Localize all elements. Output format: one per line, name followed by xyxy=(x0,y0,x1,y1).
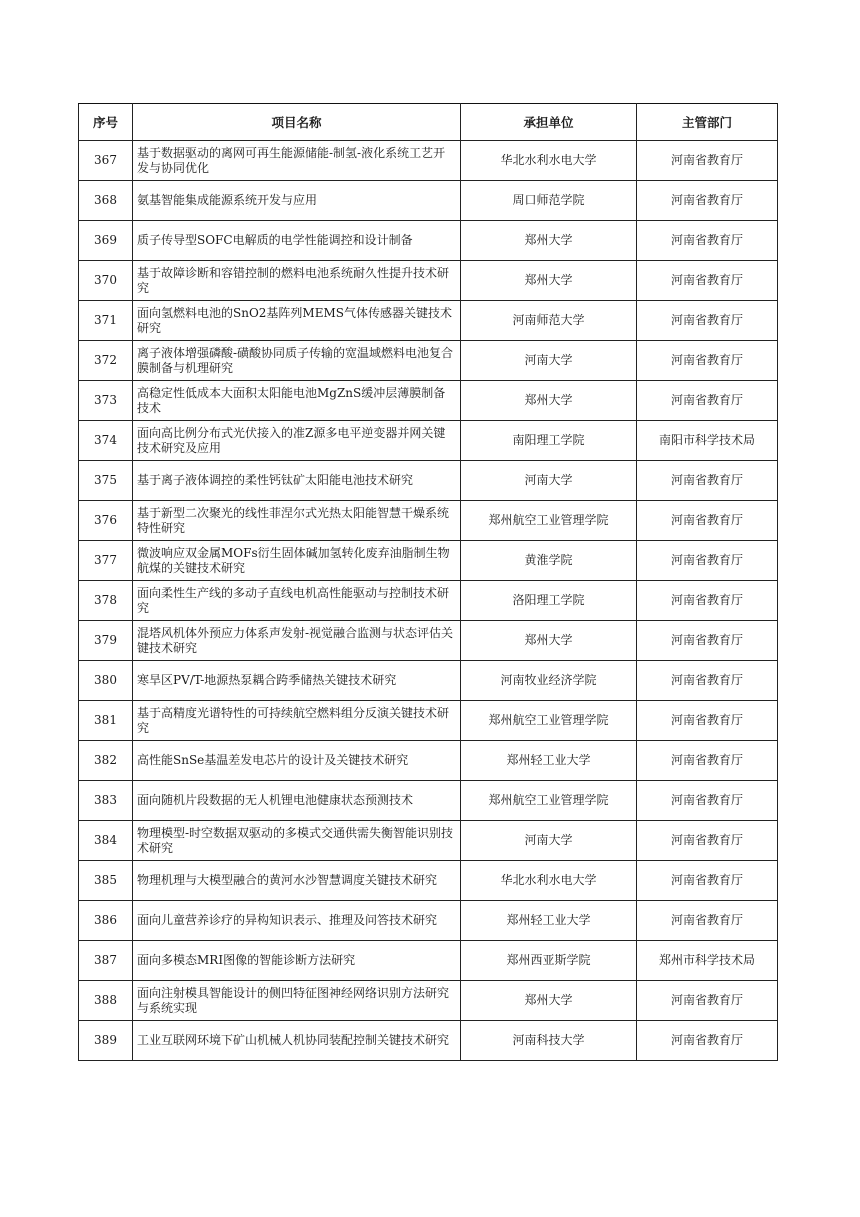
table-row xyxy=(79,821,778,861)
serial-number-cell: 386 xyxy=(79,901,133,941)
serial-number-cell: 376 xyxy=(79,501,133,541)
project-name-cell: 物理模型-时空数据双驱动的多模式交通供需失衡智能识别技术研究 xyxy=(133,821,461,861)
project-name-cell: 面向多模态MRI图像的智能诊断方法研究 xyxy=(133,941,461,981)
undertaking-unit-cell: 郑州大学 xyxy=(461,261,637,301)
undertaking-unit-cell: 河南牧业经济学院 xyxy=(461,661,637,701)
undertaking-unit-cell: 郑州轻工业大学 xyxy=(461,901,637,941)
serial-number-cell: 382 xyxy=(79,741,133,781)
undertaking-unit-cell: 郑州西亚斯学院 xyxy=(461,941,637,981)
serial-number-cell: 369 xyxy=(79,221,133,261)
table-row xyxy=(79,501,778,541)
undertaking-unit-cell: 郑州航空工业管理学院 xyxy=(461,501,637,541)
undertaking-unit-cell: 华北水利水电大学 xyxy=(461,861,637,901)
undertaking-unit-cell: 郑州大学 xyxy=(461,221,637,261)
supervising-department-cell: 河南省教育厅 xyxy=(637,301,778,341)
undertaking-unit-cell: 郑州大学 xyxy=(461,621,637,661)
serial-number-cell: 388 xyxy=(79,981,133,1021)
supervising-department-cell: 河南省教育厅 xyxy=(637,701,778,741)
project-name-cell: 面向氢燃料电池的SnO2基阵列MEMS气体传感器关键技术研究 xyxy=(133,301,461,341)
table-row xyxy=(79,981,778,1021)
table-row xyxy=(79,581,778,621)
table-row xyxy=(79,261,778,301)
serial-number-cell: 381 xyxy=(79,701,133,741)
undertaking-unit-cell: 周口师范学院 xyxy=(461,181,637,221)
project-name-cell: 基于高精度光谱特性的可持续航空燃料组分反演关键技术研究 xyxy=(133,701,461,741)
undertaking-unit-cell: 郑州轻工业大学 xyxy=(461,741,637,781)
supervising-department-cell: 河南省教育厅 xyxy=(637,821,778,861)
undertaking-unit-cell: 河南大学 xyxy=(461,461,637,501)
supervising-department-cell: 河南省教育厅 xyxy=(637,381,778,421)
project-name-cell: 高稳定性低成本大面积太阳能电池MgZnS缓冲层薄膜制备技术 xyxy=(133,381,461,421)
supervising-department-cell: 南阳市科学技术局 xyxy=(637,421,778,461)
supervising-department-cell: 河南省教育厅 xyxy=(637,1021,778,1061)
serial-number-cell: 367 xyxy=(79,141,133,181)
supervising-department-cell: 河南省教育厅 xyxy=(637,461,778,501)
supervising-department-cell: 河南省教育厅 xyxy=(637,341,778,381)
project-name-cell: 物理机理与大模型融合的黄河水沙智慧调度关键技术研究 xyxy=(133,861,461,901)
serial-number-cell: 383 xyxy=(79,781,133,821)
undertaking-unit-cell: 郑州大学 xyxy=(461,981,637,1021)
supervising-department-cell: 河南省教育厅 xyxy=(637,501,778,541)
table-row xyxy=(79,341,778,381)
serial-number-cell: 371 xyxy=(79,301,133,341)
project-name-cell: 离子液体增强磷酸-磺酸协同质子传输的宽温域燃料电池复合膜制备与机理研究 xyxy=(133,341,461,381)
table-row xyxy=(79,781,778,821)
undertaking-unit-cell: 郑州航空工业管理学院 xyxy=(461,781,637,821)
table-row xyxy=(79,381,778,421)
supervising-department-cell: 河南省教育厅 xyxy=(637,541,778,581)
table-row xyxy=(79,861,778,901)
serial-number-cell: 384 xyxy=(79,821,133,861)
supervising-department-cell: 河南省教育厅 xyxy=(637,781,778,821)
supervising-department-cell: 河南省教育厅 xyxy=(637,621,778,661)
undertaking-unit-cell: 南阳理工学院 xyxy=(461,421,637,461)
serial-number-cell: 387 xyxy=(79,941,133,981)
table-row xyxy=(79,1021,778,1061)
project-name-cell: 氨基智能集成能源系统开发与应用 xyxy=(133,181,461,221)
project-name-cell: 面向儿童营养诊疗的异构知识表示、推理及问答技术研究 xyxy=(133,901,461,941)
project-name-cell: 基于新型二次聚光的线性菲涅尔式光热太阳能智慧干燥系统特性研究 xyxy=(133,501,461,541)
table-row xyxy=(79,701,778,741)
project-table xyxy=(78,103,778,1061)
serial-number-cell: 378 xyxy=(79,581,133,621)
table-row xyxy=(79,541,778,581)
supervising-department-cell: 河南省教育厅 xyxy=(637,981,778,1021)
supervising-department-cell: 河南省教育厅 xyxy=(637,901,778,941)
supervising-department-cell: 河南省教育厅 xyxy=(637,141,778,181)
supervising-department-cell: 河南省教育厅 xyxy=(637,661,778,701)
table-row xyxy=(79,421,778,461)
serial-number-cell: 379 xyxy=(79,621,133,661)
serial-number-cell: 375 xyxy=(79,461,133,501)
table-row xyxy=(79,741,778,781)
table-row xyxy=(79,941,778,981)
undertaking-unit-cell: 河南大学 xyxy=(461,821,637,861)
table-row xyxy=(79,221,778,261)
serial-number-cell: 370 xyxy=(79,261,133,301)
serial-number-cell: 373 xyxy=(79,381,133,421)
project-name-cell: 面向高比例分布式光伏接入的准Z源多电平逆变器并网关键技术研究及应用 xyxy=(133,421,461,461)
undertaking-unit-cell: 河南大学 xyxy=(461,341,637,381)
project-name-cell: 质子传导型SOFC电解质的电学性能调控和设计制备 xyxy=(133,221,461,261)
table-row xyxy=(79,301,778,341)
project-name-cell: 面向随机片段数据的无人机锂电池健康状态预测技术 xyxy=(133,781,461,821)
undertaking-unit-cell: 洛阳理工学院 xyxy=(461,581,637,621)
serial-number-cell: 374 xyxy=(79,421,133,461)
undertaking-unit-cell: 华北水利水电大学 xyxy=(461,141,637,181)
project-name-cell: 面向注射模具智能设计的侧凹特征图神经网络识别方法研究与系统实现 xyxy=(133,981,461,1021)
serial-number-cell: 377 xyxy=(79,541,133,581)
project-name-cell: 工业互联网环境下矿山机械人机协同装配控制关键技术研究 xyxy=(133,1021,461,1061)
table-row xyxy=(79,181,778,221)
header-supervising-department: 主管部门 xyxy=(637,104,778,141)
serial-number-cell: 372 xyxy=(79,341,133,381)
project-name-cell: 面向柔性生产线的多动子直线电机高性能驱动与控制技术研究 xyxy=(133,581,461,621)
supervising-department-cell: 河南省教育厅 xyxy=(637,221,778,261)
project-name-cell: 混塔风机体外预应力体系声发射-视觉融合监测与状态评估关键技术研究 xyxy=(133,621,461,661)
supervising-department-cell: 河南省教育厅 xyxy=(637,581,778,621)
supervising-department-cell: 河南省教育厅 xyxy=(637,181,778,221)
header-project-name: 项目名称 xyxy=(133,104,461,141)
serial-number-cell: 385 xyxy=(79,861,133,901)
serial-number-cell: 380 xyxy=(79,661,133,701)
serial-number-cell: 368 xyxy=(79,181,133,221)
supervising-department-cell: 河南省教育厅 xyxy=(637,861,778,901)
header-undertaking-unit: 承担单位 xyxy=(461,104,637,141)
table-row xyxy=(79,661,778,701)
table-row xyxy=(79,621,778,661)
table-row xyxy=(79,901,778,941)
undertaking-unit-cell: 郑州大学 xyxy=(461,381,637,421)
project-name-cell: 微波响应双金属MOFs衍生固体碱加氢转化废弃油脂制生物航煤的关键技术研究 xyxy=(133,541,461,581)
project-name-cell: 基于离子液体调控的柔性钙钛矿太阳能电池技术研究 xyxy=(133,461,461,501)
table-row xyxy=(79,461,778,501)
serial-number-cell: 389 xyxy=(79,1021,133,1061)
supervising-department-cell: 河南省教育厅 xyxy=(637,741,778,781)
project-name-cell: 基于数据驱动的离网可再生能源储能-制氢-液化系统工艺开发与协同优化 xyxy=(133,141,461,181)
document-page xyxy=(78,103,778,1061)
undertaking-unit-cell: 郑州航空工业管理学院 xyxy=(461,701,637,741)
undertaking-unit-cell: 河南师范大学 xyxy=(461,301,637,341)
table-row xyxy=(79,141,778,181)
table-header-row xyxy=(79,104,778,141)
supervising-department-cell: 河南省教育厅 xyxy=(637,261,778,301)
supervising-department-cell: 郑州市科学技术局 xyxy=(637,941,778,981)
undertaking-unit-cell: 河南科技大学 xyxy=(461,1021,637,1061)
undertaking-unit-cell: 黄淮学院 xyxy=(461,541,637,581)
project-name-cell: 寒旱区PV/T-地源热泵耦合跨季储热关键技术研究 xyxy=(133,661,461,701)
project-name-cell: 高性能SnSe基温差发电芯片的设计及关键技术研究 xyxy=(133,741,461,781)
project-name-cell: 基于故障诊断和容错控制的燃料电池系统耐久性提升技术研究 xyxy=(133,261,461,301)
table-body xyxy=(79,141,778,1061)
header-serial-number: 序号 xyxy=(79,104,133,141)
